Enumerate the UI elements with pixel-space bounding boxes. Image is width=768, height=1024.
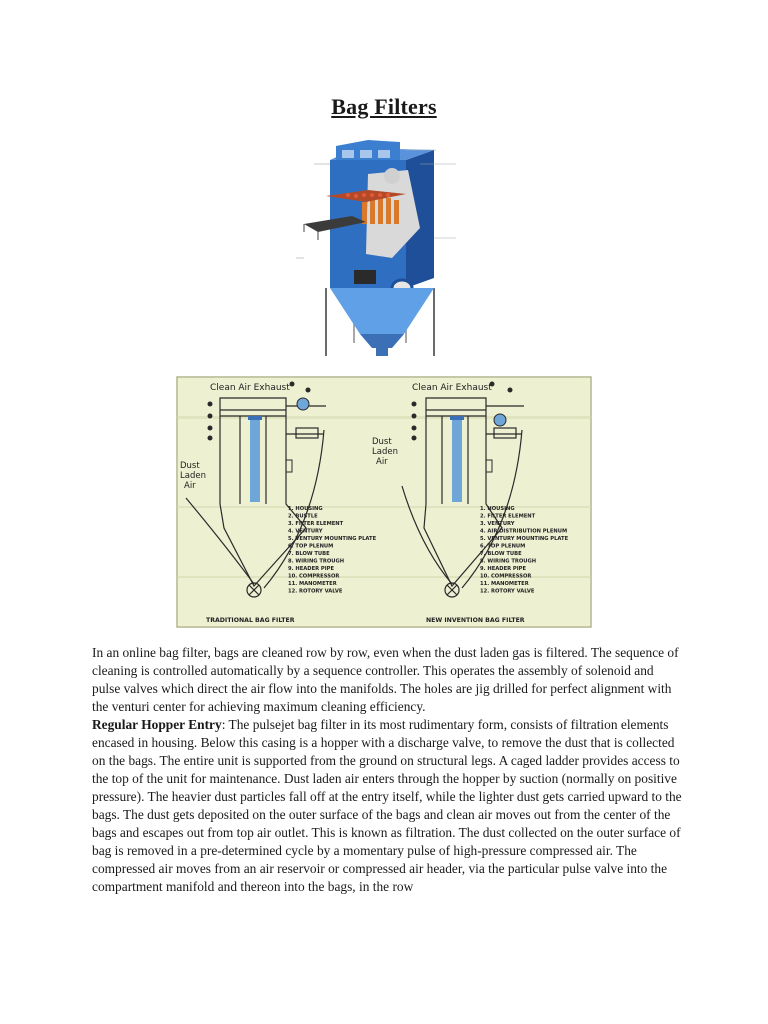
left-legend-item: 3. FILTER ELEMENT	[288, 521, 344, 527]
left-caption: TRADITIONAL BAG FILTER	[206, 617, 295, 624]
right-legend-item: 12. ROTORY VALVE	[480, 588, 535, 595]
right-inlet-line: Laden	[372, 447, 398, 457]
right-legend-item: 11. MANOMETER	[480, 581, 529, 587]
left-inlet-line: Air	[184, 481, 196, 491]
left-legend-item: 9. HEADER PIPE	[288, 566, 335, 572]
left-legend-item: 2. BUSTLE	[288, 513, 318, 520]
right-legend-item: 3. VENTURY	[480, 521, 515, 527]
paragraph-online-bag-filter: In an online bag filter, bags are cleaned row by row, even when the dust laden gas is filtered. The sequence of cleaning is controlled automatically by a sequence controller. This operates the assembly of solenoid and pulse valves which direct the air flow into the manifolds. The holes are jig drilled for perfect alignment with the venturi center for achieving maximum cleaning efficiency.	[92, 645, 679, 714]
left-legend-item: 12. ROTORY VALVE	[288, 588, 343, 595]
left-legend-item: 1. HOUSING	[288, 506, 323, 512]
right-legend-item: 1. HOUSING	[480, 506, 515, 512]
left-inlet-line: Laden	[180, 471, 206, 481]
right-legend-item: 4. AIR DISTRIBUTION PLENUM	[480, 528, 568, 535]
left-legend-item: 8. WIRING TROUGH	[288, 558, 345, 565]
right-legend-item: 8. WIRING TROUGH	[480, 558, 537, 565]
left-legend-item: 6. TOP PLENUM	[288, 543, 334, 550]
right-legend-item: 7. BLOW TUBE	[480, 551, 522, 557]
paragraph-body: : The pulsejet bag filter in its most rudimentary form, consists of filtration elements encased in housing. Below this casing is a hopper with a discharge valve, to remove the dust that is collected on the bags. The entire unit is supported from the ground on structural legs. A caged ladder provides access to the top of the unit for maintenance. Dust laden air enters through the hopper by suction (normally on positive pressure). The heavier dust particles fall off at the entry itself, while the lighter dust gets carried upward to the bags. The dust gets deposited on the outer surface of the bags and clean air moves out from the center of the bags and escapes out from top air outlet. This is known as filtration. The dust collected on the outer surface of bag is removed in a pre-determined cycle by a momentary pulse of high-pressure compressed air. The compressed air moves from an air reservoir or compressed air header, via the particular pulse valve into the compartment manifold and thereon into the bags, in the row	[92, 717, 682, 894]
right-inlet-line: Air	[376, 457, 388, 467]
left-legend-item: 11. MANOMETER	[288, 581, 337, 587]
right-header: Clean Air Exhaust	[412, 383, 492, 393]
paragraph-regular-hopper-entry	[92, 716, 682, 896]
section-heading-regular-hopper-entry: Regular Hopper Entry	[92, 717, 222, 732]
left-legend-item: 7. BLOW TUBE	[288, 551, 330, 557]
page-title: Bag Filters	[331, 94, 437, 119]
right-legend-item: 5. VENTURY MOUNTING PLATE	[480, 536, 569, 542]
left-legend-item: 5. VENTURY MOUNTING PLATE	[288, 536, 377, 542]
right-inlet-line: Dust	[372, 437, 392, 447]
right-legend-item: 9. HEADER PIPE	[480, 566, 527, 572]
left-inlet-line: Dust	[180, 461, 200, 471]
bag-filter-schematic-comparison	[176, 376, 592, 628]
right-legend-item: 6. TOP PLENUM	[480, 543, 526, 550]
body-text	[92, 644, 682, 896]
bag-filter-cutaway-illustration	[296, 138, 474, 360]
right-legend-item: 10. COMPRESSOR	[480, 573, 532, 580]
right-caption: NEW INVENTION BAG FILTER	[426, 617, 525, 624]
left-legend-item: 10. COMPRESSOR	[288, 573, 340, 580]
left-header: Clean Air Exhaust	[210, 383, 290, 393]
left-legend-item: 4. VENTURY	[288, 528, 323, 535]
right-legend-item: 2. FILTER ELEMENT	[480, 513, 536, 520]
